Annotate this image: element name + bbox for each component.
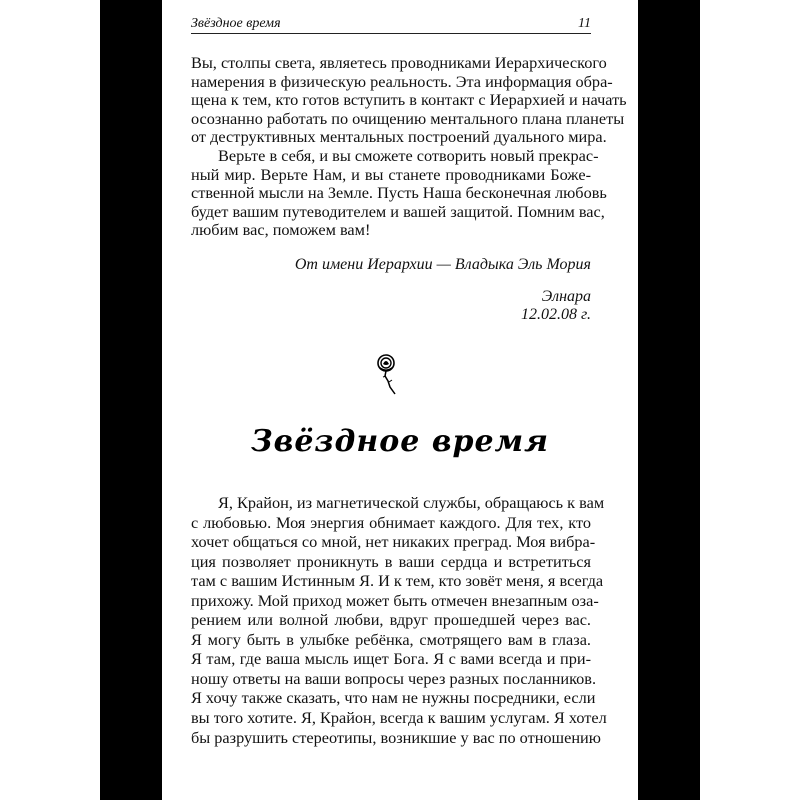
text-line: Вы, столпы света, являетесь проводниками Иерархического [191, 53, 607, 72]
text-line: Я там, где ваша мысль ищет Бога. Я с вами всегда и при- [191, 649, 591, 669]
section-body-text [191, 493, 607, 747]
text-line: Я, Крайон, из магнетической службы, обращаюсь к вам [218, 493, 605, 512]
text-line: хочет общаться со мной, нет никаких преград. Моя вибра- [191, 532, 596, 552]
text-line: прихожу. Мой приход может быть отмечен внезапным оза- [191, 590, 599, 610]
text-line: ция позволяет проникнуть в ваши сердца и встретиться [191, 551, 591, 571]
text-line: осознанно работать по очищению ментального плана планеты [191, 108, 625, 128]
text-line: ношу ответы на ваши вопросы через разных посланников. [191, 668, 597, 688]
text-line: вы того хотите. Я, Крайон, всегда к вашим услугам. Я хотел [191, 708, 607, 728]
message-text [191, 53, 627, 240]
running-title: Звёздное время [191, 16, 281, 31]
text-line: ственной мысли на Земле. Пусть Наша бесконечная любовь [191, 183, 607, 203]
scan-border-left [100, 0, 162, 800]
signature-author: Элнара [541, 288, 591, 305]
running-header [191, 16, 591, 34]
text-line: Я могу быть в улыбке ребёнка, смотрящего вам в глаза. [191, 629, 591, 649]
text-line: от деструктивных ментальных построений дуального мира. [191, 127, 607, 147]
text-line: щена к тем, кто готов вступить в контакт с Иерархией и начать [191, 90, 627, 110]
rose-icon [373, 352, 403, 396]
signature-date: 12.02.08 г. [520, 306, 591, 323]
text-line: будет вашим путеводителем и вашей защитой. Помним вас, [191, 201, 605, 221]
section-title: Звёздное время [250, 424, 549, 459]
text-line: любим вас, поможем вам! [191, 220, 371, 240]
signature-attribution: От имени Иерархии — Владыка Эль Мория [294, 256, 591, 273]
text-line: Верьте в себя, и вы сможете сотворить новый прекрас- [218, 145, 599, 165]
text-line: с любовью. Моя энергия обнимает каждого. Для тех, кто [191, 512, 591, 532]
page-number: 11 [578, 16, 591, 31]
scan-border-right [638, 0, 700, 800]
text-line: рением или волной любви, вдруг прошедшей через вас. [191, 610, 591, 630]
text-line: намерения в физическую реальность. Эта информация обра- [191, 71, 613, 91]
text-line: Я хочу также сказать, что нам не нужны посредники, если [191, 688, 596, 708]
text-line: бы разрушить стереотипы, возникшие у вас по отношению [191, 727, 601, 747]
text-line: там с вашим Истинным Я. И к тем, кто зовёт меня, я всегда [191, 571, 604, 591]
text-line: ный мир. Верьте Нам, и вы станете проводниками Боже- [191, 164, 591, 184]
